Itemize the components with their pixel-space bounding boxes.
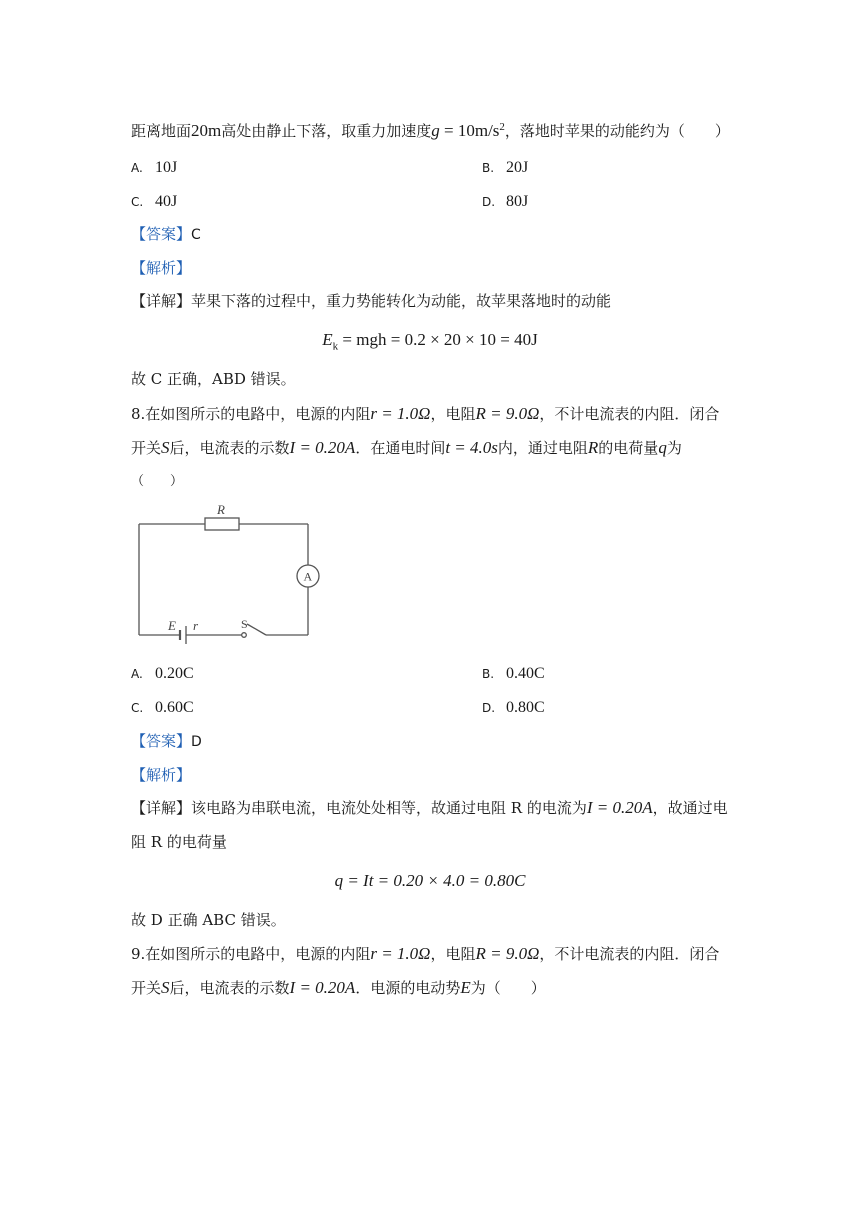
q7-stem: 距离地面20m高处由静止下落，取重力加速度$g = 10m/s^2$，落地时苹果的动能约为（ ） bbox=[131, 121, 730, 140]
label-A: A bbox=[303, 569, 313, 584]
q8-stem-line2: 开关S后，电流表的示数I = 0.20A．在通电时间t = 4.0s内，通过电阻R的电荷量q为 bbox=[131, 438, 682, 457]
q8-detail-line2: 阻 R 的电荷量 bbox=[131, 833, 227, 851]
q8-option-b[interactable]: B. 0.40C bbox=[482, 665, 545, 682]
q8-option-a[interactable]: A. 0.20C bbox=[131, 665, 194, 682]
switch-pivot-icon bbox=[242, 633, 247, 638]
circuit-diagram bbox=[134, 500, 334, 645]
label-S: S bbox=[241, 617, 248, 631]
label-r: r bbox=[193, 618, 199, 633]
q7-conclusion: 故 C 正确，ABD 错误。 bbox=[131, 370, 296, 388]
q9-stem-line2: 开关S后，电流表的示数I = 0.20A．电源的电动势E为（ ） bbox=[131, 978, 546, 997]
q8-formula: q = It = 0.20 × 4.0 = 0.80C bbox=[334, 871, 526, 890]
label-E: E bbox=[168, 618, 176, 633]
q7-analysis-tag: 【解析】 bbox=[131, 259, 192, 277]
q8-analysis-tag: 【解析】 bbox=[131, 766, 192, 784]
q7-option-c[interactable]: C. 40J bbox=[131, 193, 178, 210]
q8-option-d[interactable]: D. 0.80C bbox=[482, 699, 545, 716]
q7-g-var: g bbox=[431, 121, 440, 140]
q8-conclusion: 故 D 正确 ABC 错误。 bbox=[131, 911, 286, 929]
q9-stem-line1: 9.在如图所示的电路中，电源的内阻r = 1.0Ω，电阻R = 9.0Ω，不计电流表的内阻．闭合 bbox=[131, 944, 720, 963]
q8-option-c[interactable]: C. 0.60C bbox=[131, 699, 194, 716]
q7-option-a[interactable]: A. 10J bbox=[131, 159, 178, 176]
q7-height: 20m bbox=[191, 121, 222, 140]
q7-option-b[interactable]: B. 20J bbox=[482, 159, 529, 176]
resistor-icon bbox=[205, 518, 239, 530]
q8-detail-line1: 【详解】该电路为串联电流，电流处处相等，故通过电阻 R 的电流为I = 0.20A，故通过电 bbox=[131, 798, 728, 817]
label-R: R bbox=[217, 502, 225, 517]
q8-stem-line1: 8.在如图所示的电路中，电源的内阻r = 1.0Ω，电阻R = 9.0Ω，不计电流表的内阻．闭合 bbox=[131, 404, 720, 423]
q7-option-d[interactable]: D. 80J bbox=[482, 193, 529, 210]
switch-lever-icon bbox=[247, 624, 266, 635]
q7-detail: 【详解】苹果下落的过程中，重力势能转化为动能，故苹果落地时的动能 bbox=[131, 292, 612, 310]
q8-blank: （ ） bbox=[131, 474, 184, 489]
q7-formula: $E_k$ = mgh = 0.2 × 20 × 10 = 40J bbox=[322, 330, 538, 353]
q7-answer: 【答案】C bbox=[131, 225, 201, 243]
q8-answer: 【答案】D bbox=[131, 732, 202, 750]
